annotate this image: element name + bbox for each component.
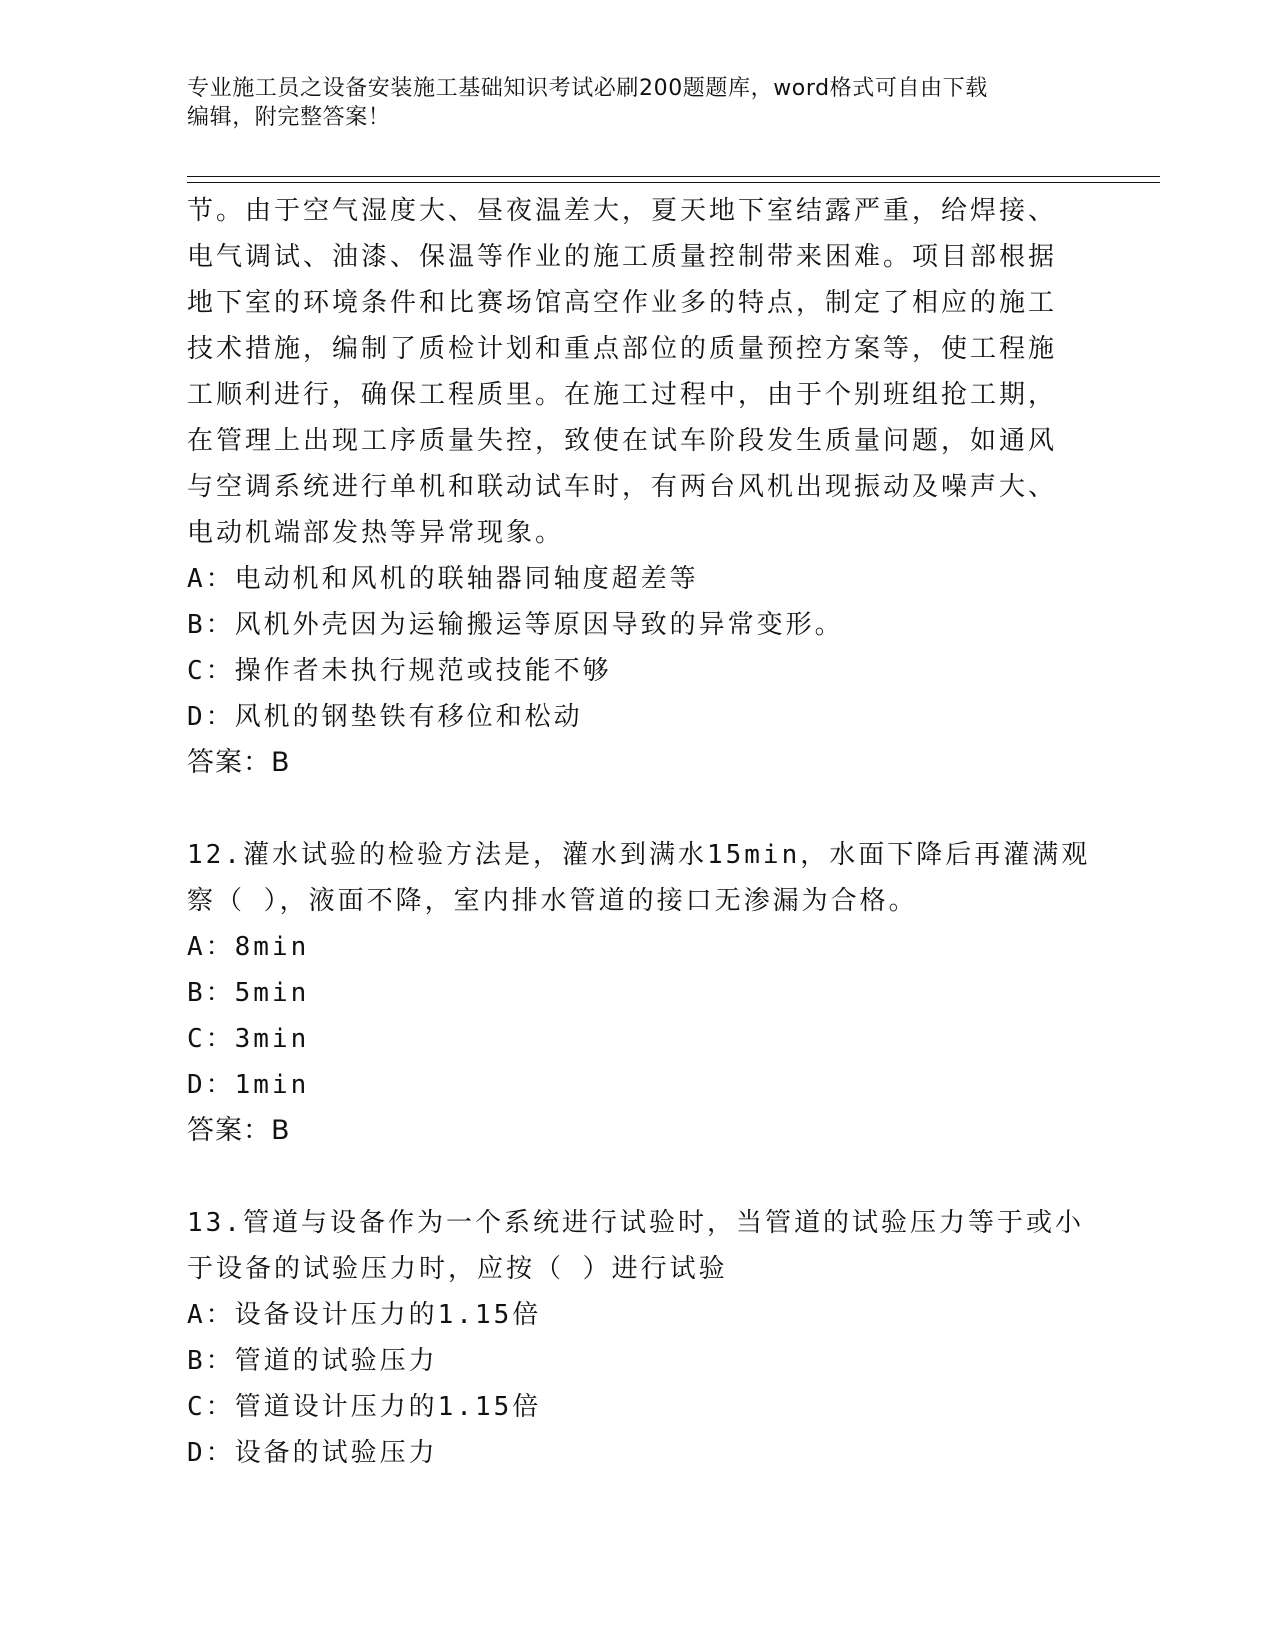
option-b: B：风机外壳因为运输搬运等原因导致的异常变形。 — [187, 610, 844, 640]
option-d: D：1min — [187, 1070, 310, 1100]
question-text-line: 于设备的试验压力时，应按（ ）进行试验 — [187, 1254, 728, 1284]
option-c: C：3min — [187, 1024, 310, 1054]
spacer — [187, 786, 1087, 832]
question-text-line: 在管理上出现工序质量失控，致使在试车阶段发生质量问题，如通风 — [187, 426, 1058, 456]
question-text-line: 12.灌水试验的检验方法是，灌水到满水15min，水面下降后再灌满观 — [187, 840, 1091, 870]
question-text-line: 13.管道与设备作为一个系统进行试验时，当管道的试验压力等于或小 — [187, 1208, 1084, 1238]
option-a: A：8min — [187, 932, 310, 962]
option-a: A：电动机和风机的联轴器同轴度超差等 — [187, 564, 699, 594]
question-text-line: 地下室的环境条件和比赛场馆高空作业多的特点，制定了相应的施工 — [187, 288, 1058, 318]
question-text-line: 节。由于空气湿度大、昼夜温差大，夏天地下室结露严重，给焊接、 — [187, 196, 1058, 226]
question-13 — [187, 1200, 1087, 1476]
answer-label: 答案：B — [187, 747, 291, 778]
question-11-continued — [187, 188, 1087, 786]
header-divider-top — [187, 176, 1160, 177]
header-divider-bottom — [187, 182, 1160, 183]
question-text-line: 与空调系统进行单机和联动试车时，有两台风机出现振动及噪声大、 — [187, 472, 1058, 502]
answer-label: 答案：B — [187, 1115, 291, 1146]
header-title-line-2: 编辑，附完整答案！ — [187, 105, 391, 130]
question-text-line: 察（ ），液面不降，室内排水管道的接口无渗漏为合格。 — [187, 886, 918, 916]
option-b: B：管道的试验压力 — [187, 1346, 438, 1376]
header-title-line-1: 专业施工员之设备安装施工基础知识考试必刷200题题库，word格式可自由下载 — [187, 76, 988, 101]
document-body — [187, 188, 1091, 1476]
document-header — [187, 74, 1087, 132]
question-text-line: 技术措施，编制了质检计划和重点部位的质量预控方案等，使工程施 — [187, 334, 1058, 364]
question-text-line: 工顺利进行，确保工程质里。在施工过程中，由于个别班组抢工期， — [187, 380, 1058, 410]
spacer — [187, 1154, 1087, 1200]
option-b: B：5min — [187, 978, 310, 1008]
question-text-line: 电动机端部发热等异常现象。 — [187, 518, 565, 548]
option-d: D：风机的钢垫铁有移位和松动 — [187, 702, 583, 732]
question-text-line: 电气调试、油漆、保温等作业的施工质量控制带来困难。项目部根据 — [187, 242, 1058, 272]
option-c: C：管道设计压力的1.15倍 — [187, 1392, 542, 1422]
option-d: D：设备的试验压力 — [187, 1438, 438, 1468]
option-c: C：操作者未执行规范或技能不够 — [187, 656, 612, 686]
option-a: A：设备设计压力的1.15倍 — [187, 1300, 542, 1330]
question-12 — [187, 832, 1091, 1154]
